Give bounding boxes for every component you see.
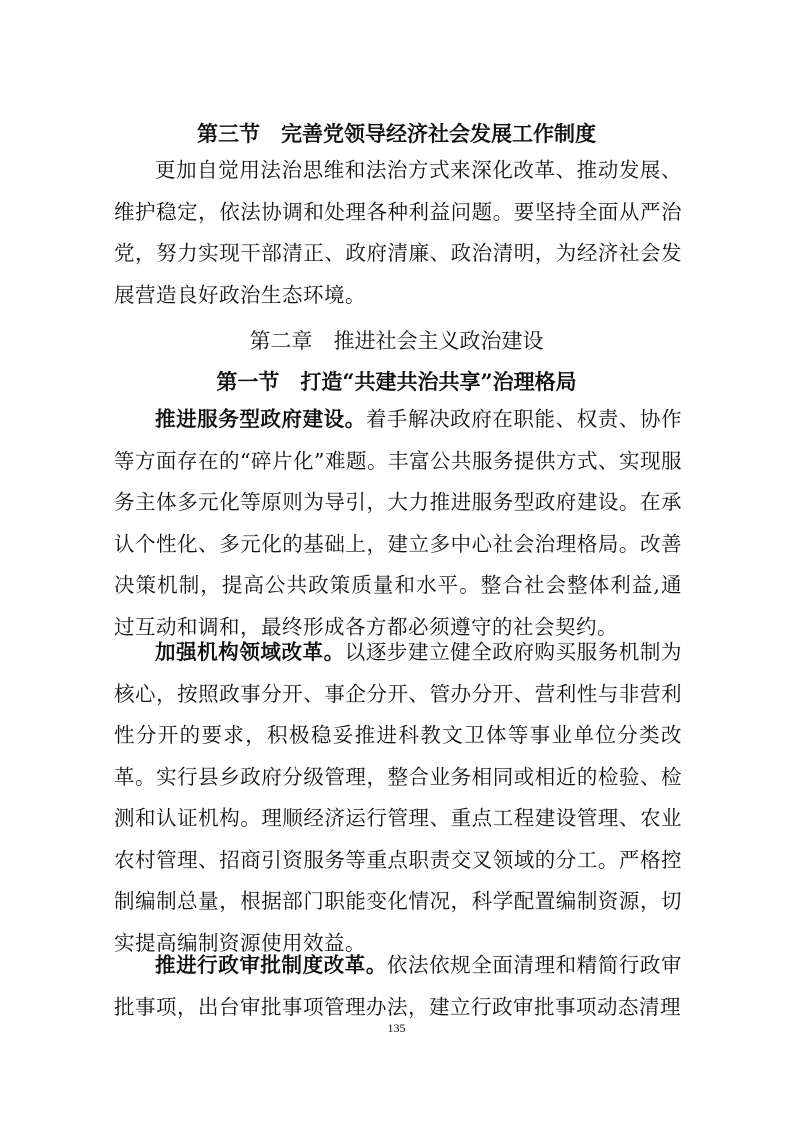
page-number: 135 [387,1021,406,1035]
institution-reform-paragraph [114,632,682,964]
chapter-2-heading: 第二章 推进社会主义政治建设 [249,329,544,353]
section-1-heading: 第一节 打造“共建共治共享”治理格局 [216,369,577,394]
service-government-paragraph [114,399,682,648]
approval-reform-lead: 推进行政审批制度改革。 [155,953,387,977]
approval-reform-text: 依法依规全面清理和精简行政审批事项，出台审批事项管理办法，建立行政审批事项动态清理 [114,953,683,1019]
service-government-lead: 推进服务型政府建设。 [155,407,366,431]
section-3-heading: 第三节 完善党领导经济社会发展工作制度 [197,121,596,146]
section-3-paragraph: 更加自觉用法治思维和法治方式来深化改革、推动发展、维护稳定，依法协调和处理各种利益问题。要坚持全面从严治党，努力实现干部清正、政府清廉、政治清明，为经济社会发展营造良好政治生态环境。 [114,158,682,307]
service-government-text: 着手解决政府在职能、权责、协作等方面存在的“碎片化”难题。丰富公共服务提供方式、实现服务主体多元化等原则为导引，大力推进服务型政府建设。在承认个性化、多元化的基础上，建立多中心社会治理格局。改善决策机制，提高公共政策质量和水平。整合社会整体利益,通过互动和调和，最终形成各方都必须遵守的社会契约。 [114,407,683,639]
approval-reform-paragraph [114,945,682,1028]
institution-reform-text: 以逐步建立健全政府购买服务机制为核心，按照政事分开、事企分开、管办分开、营利性与非营利性分开的要求，积极稳妥推进科教文卫体等事业单位分类改革。实行县乡政府分级管理，整合业务相同或相近的检验、检测和认证机构。理顺经济运行管理、重点工程建设管理、农业农村管理、招商引资服务等重点职责交叉领域的分工。严格控制编制总量，根据部门职能变化情况，科学配置编制资源，切实提高编制资源使用效益。 [114,640,682,955]
institution-reform-lead: 加强机构领域改革。 [155,640,345,664]
